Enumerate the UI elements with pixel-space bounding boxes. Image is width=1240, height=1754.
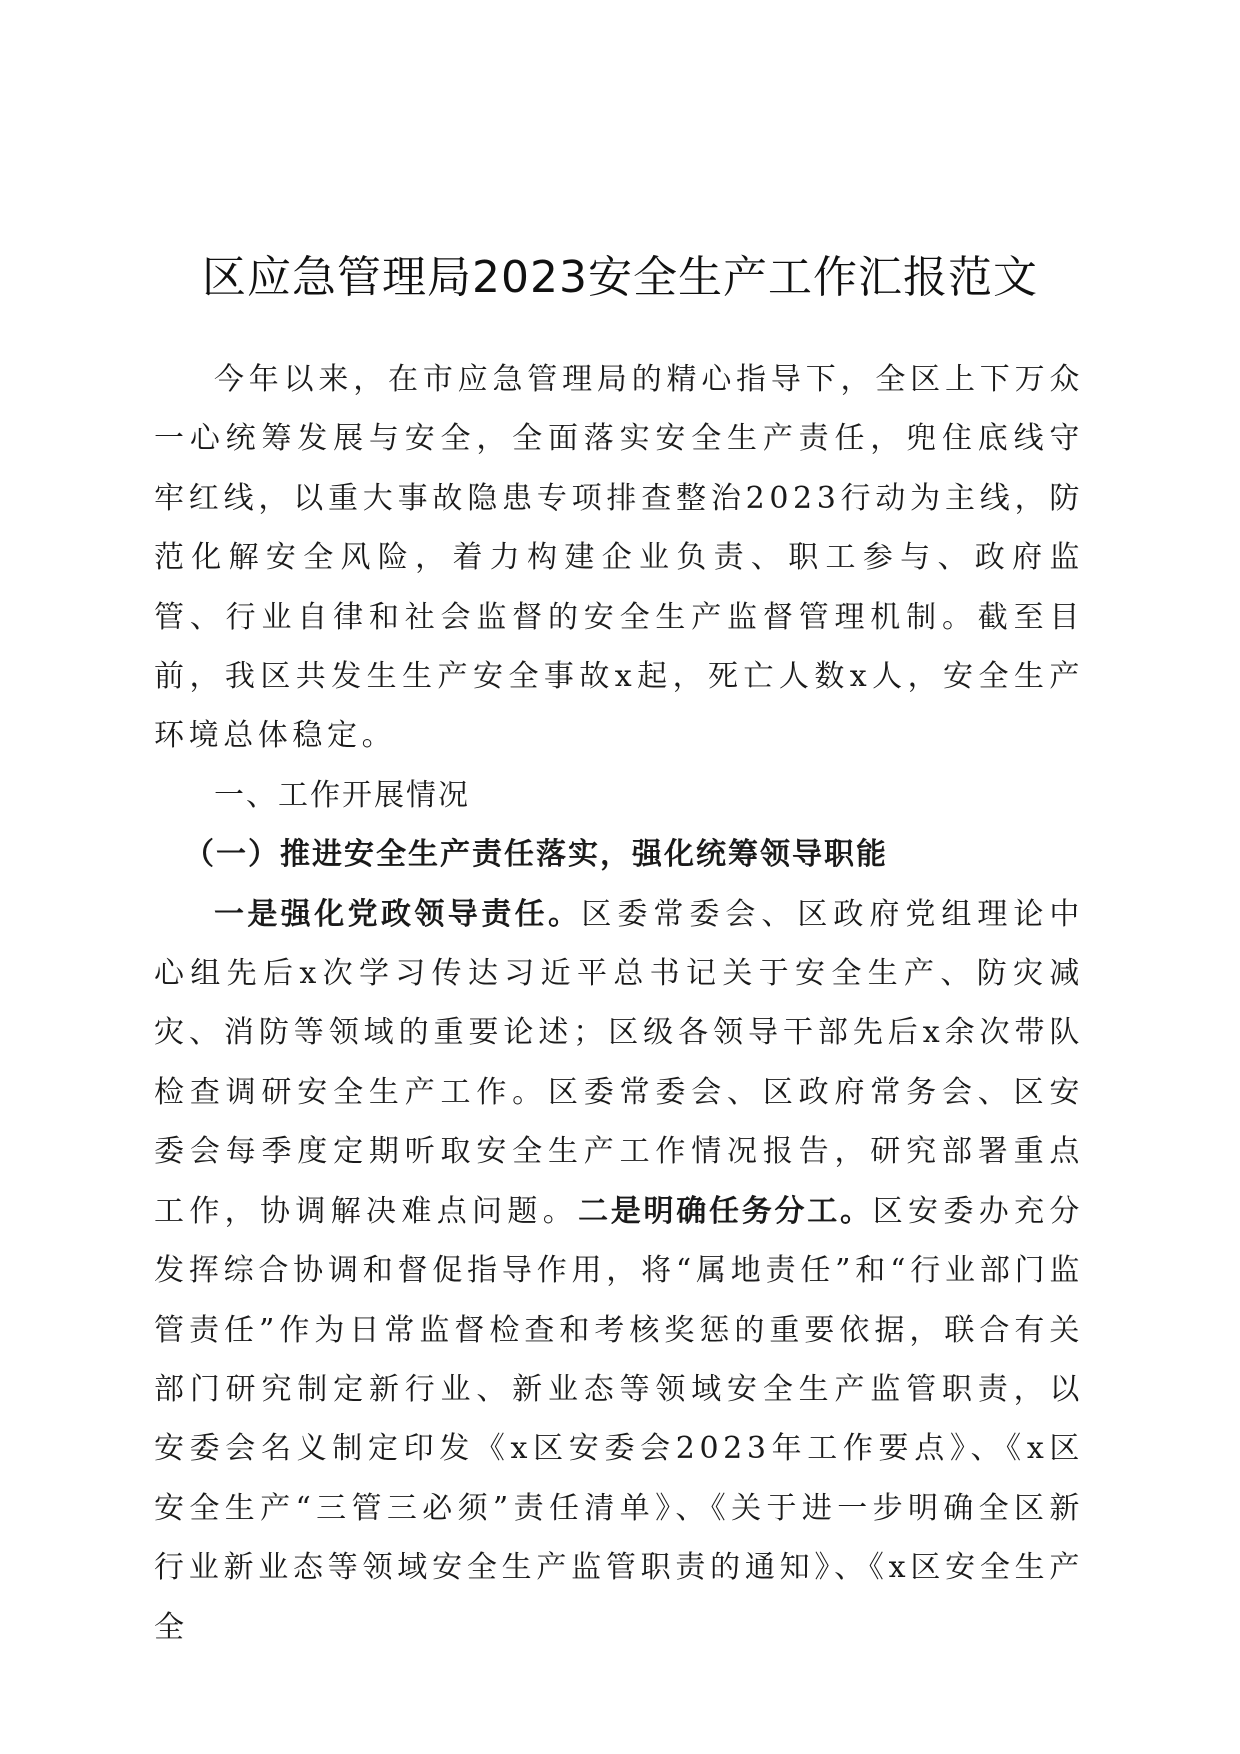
point-lead-2: 二是明确任务分工。 bbox=[578, 1193, 873, 1229]
document-body bbox=[154, 350, 1084, 1657]
point-lead-1: 一是强化党政领导责任。 bbox=[214, 896, 582, 932]
point-text-1: 区委常委会、区政府党组理论中心组先后x次学习传达习近平总书记关于安全生产、防灾减灾、消防等领域的重要论述；区级各领导干部先后x余次带队检查调研安全生产工作。区委常委会、区政府常务会、区安委会每季度定期听取安全生产工作情况报告，研究部署重点工作，协调解决难点问题。 bbox=[154, 896, 1085, 1229]
section-heading: 一、工作开展情况 bbox=[214, 777, 470, 813]
subsection-heading: （一）推进安全生产责任落实，强化统筹领导职能 bbox=[184, 837, 888, 873]
point-text-2: 区安委办充分发挥综合协调和督促指导作用，将“属地责任”和“行业部门监管责任”作为日常监督检查和考核奖惩的重要依据，联合有关部门研究制定新行业、新业态等领域安全生产监管职责，以安委会名义制定印发《x区安委会2023年工作要点》、《x区安全生产“三管三必须”责任清单》、《关于进一步明确全区新行业新业态等领域安全生产监管职责的通知》、《x区安全生产全 bbox=[154, 1193, 1085, 1645]
intro-paragraph: 今年以来，在市应急管理局的精心指导下，全区上下万众一心统筹发展与安全，全面落实安全生产责任，兜住底线守牢红线，以重大事故隐患专项排查整治2023行动为主线，防范化解安全风险，着力构建企业负责、职工参与、政府监管、行业自律和社会监督的安全生产监督管理机制。截至目前，我区共发生生产安全事故x起，死亡人数x人，安全生产环境总体稳定。 bbox=[154, 362, 1084, 754]
document-title: 区应急管理局2023安全生产工作汇报范文 bbox=[202, 252, 1038, 303]
body-paragraph bbox=[154, 885, 1084, 1657]
